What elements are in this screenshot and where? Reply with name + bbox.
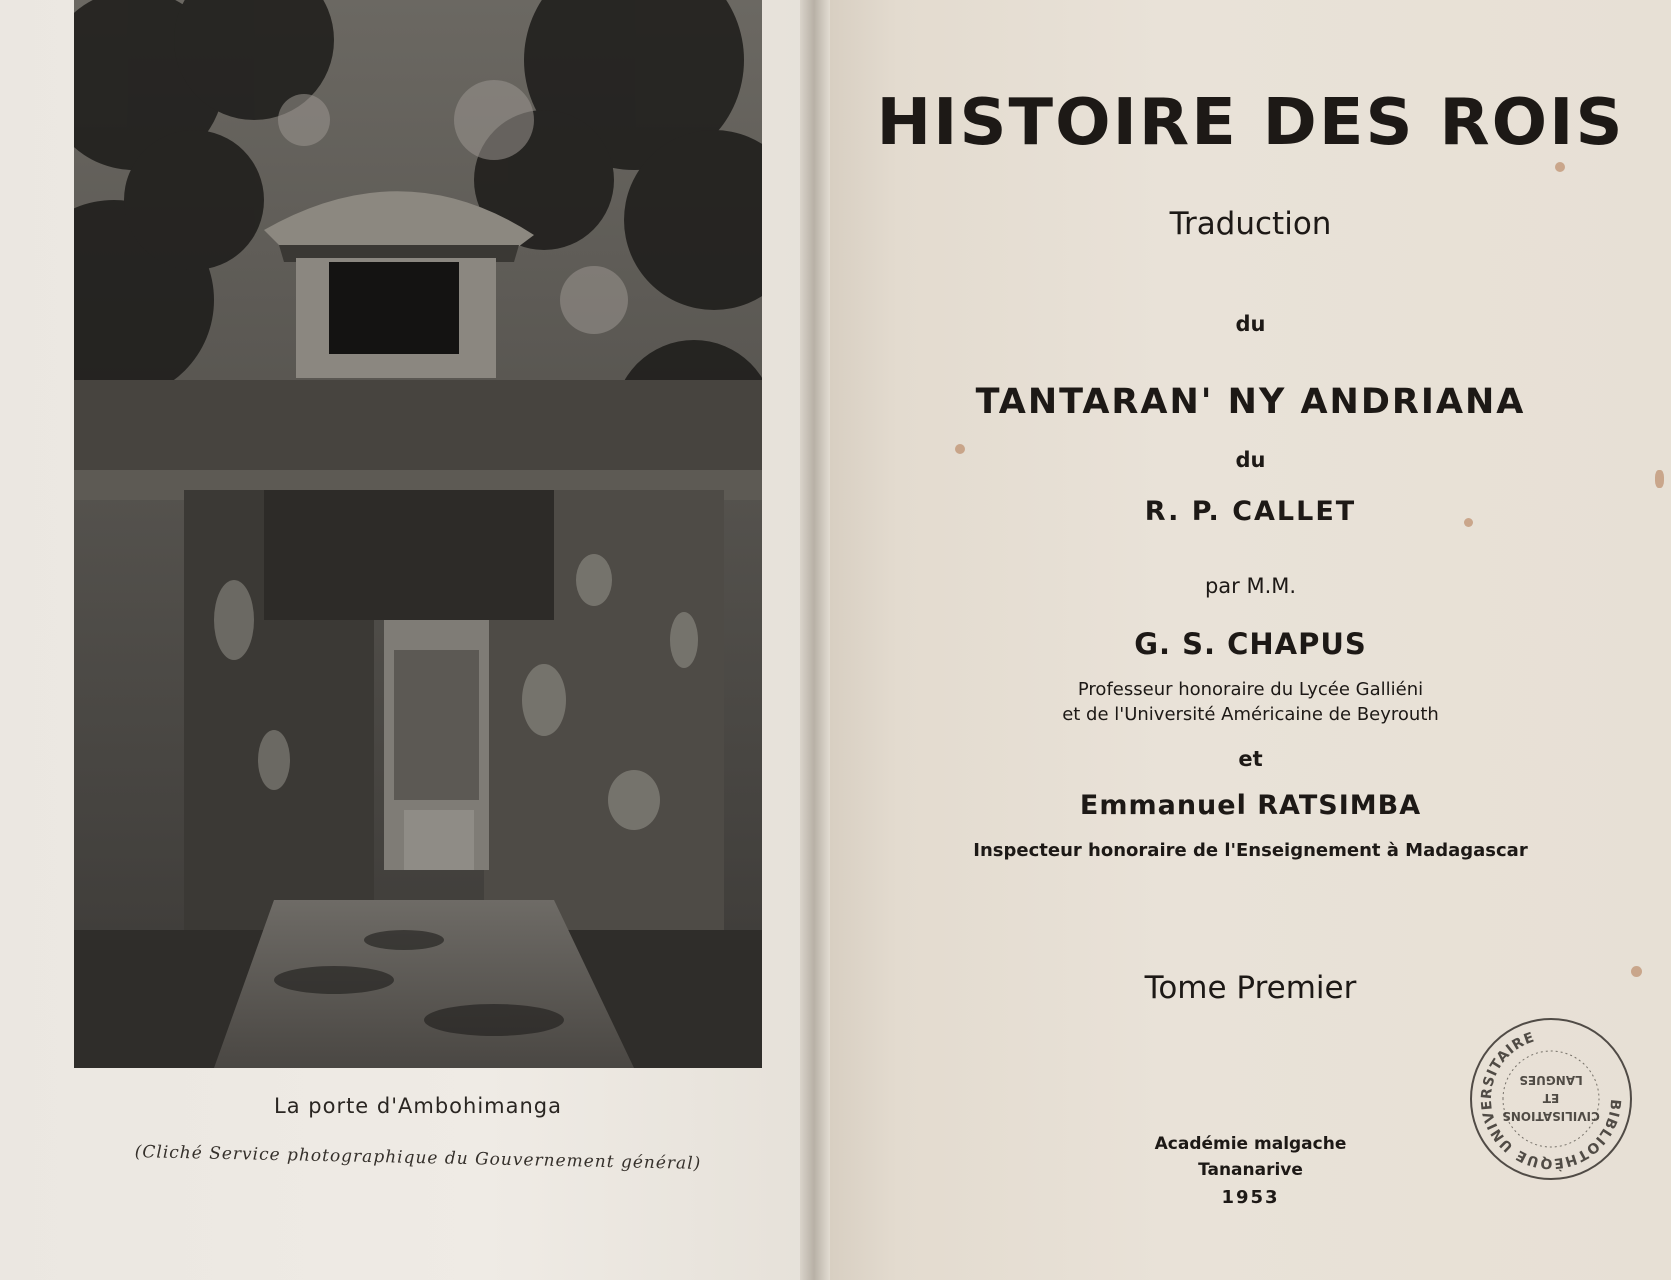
original-author: R. P. CALLET bbox=[1144, 496, 1357, 527]
stamp-line-1: CIVILISATIONS bbox=[1502, 1109, 1600, 1123]
connector-du-1: du bbox=[1235, 312, 1266, 336]
foxing-stain bbox=[955, 444, 965, 454]
left-page bbox=[0, 0, 812, 1280]
photo-credit: (Cliché Service photographique du Gouvernement général) bbox=[134, 1142, 702, 1174]
translator-2-name: Emmanuel RATSIMBA bbox=[1079, 790, 1422, 821]
foxing-stain bbox=[1464, 518, 1473, 527]
gate-photo-illustration bbox=[74, 0, 762, 1068]
volume-label: Tome Premier bbox=[1144, 970, 1357, 1006]
foxing-stain bbox=[1631, 966, 1642, 977]
publisher: Académie malgache bbox=[1154, 1134, 1347, 1154]
stamp-ring-text: BIBLIOTHÈQUE UNIVERSITAIRE bbox=[1478, 1029, 1624, 1172]
translator-1-name: G. S. CHAPUS bbox=[1134, 627, 1367, 661]
connector-et: et bbox=[1238, 747, 1263, 771]
book-title: HISTOIRE DES ROIS bbox=[876, 86, 1625, 160]
foxing-stain bbox=[1555, 162, 1565, 172]
photo-caption: La porte d'Ambohimanga bbox=[274, 1094, 562, 1118]
frontispiece-photo bbox=[74, 0, 762, 1068]
publisher-city: Tananarive bbox=[1198, 1160, 1303, 1180]
translator-1-role-1: Professeur honoraire du Lycée Galliéni bbox=[1077, 679, 1424, 700]
connector-par: par M.M. bbox=[1204, 574, 1297, 598]
stamp-line-3: LANGUES bbox=[1519, 1073, 1583, 1087]
publication-year: 1953 bbox=[1221, 1187, 1280, 1208]
connector-du-2: du bbox=[1235, 448, 1266, 472]
stamp-line-2: ET bbox=[1542, 1091, 1560, 1105]
translator-2-role: Inspecteur honoraire de l'Enseignement à Madagascar bbox=[973, 840, 1528, 861]
original-title: TANTARAN' NY ANDRIANA bbox=[975, 382, 1526, 422]
subtitle: Traduction bbox=[1169, 206, 1332, 242]
foxing-stain bbox=[1655, 470, 1664, 488]
translator-1-role-2: et de l'Université Américaine de Beyrouth bbox=[1062, 704, 1439, 725]
library-stamp bbox=[1468, 1016, 1634, 1182]
